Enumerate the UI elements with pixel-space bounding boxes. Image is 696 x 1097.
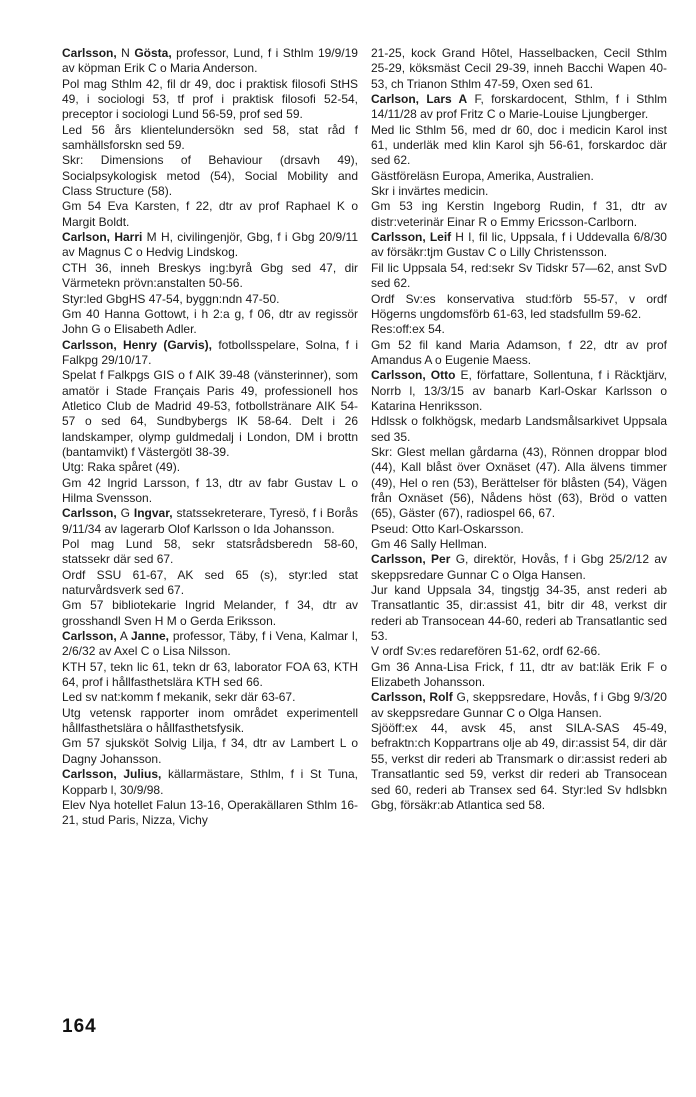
entry-text: Sjööff:ex 44, avsk 45, anst SILA-SAS 45-49, befraktn:ch Koppartrans olje ab 49, dir:assist 54, dir där 55, verkst dir rederi ab Transmark o dir:assist rederi ab Transatlantic sed 59, verkst dir rederi ab Transocean sed 60, rederi ab Transex sed 64. Styr:led Sv hdlsbkn Gbg, försäkr:ab Atlantica sed 58.: [371, 721, 667, 812]
entry-paragraph: [371, 583, 667, 644]
entry-first-line: [371, 46, 667, 92]
entry-text: Gm 52 fil kand Maria Adamson, f 22, dtr av prof Amandus A o Eugenie Maess.: [371, 337, 667, 367]
entry-text: fotbollsspelare, Solna, f i Falkpg 29/10/17.: [62, 337, 358, 367]
entry-text: Led 56 års klientelundersökn sed 58, stat råd f samhällsforskn sed 59.: [62, 122, 358, 153]
entry-first-line: [371, 552, 667, 583]
left-column: [62, 46, 358, 829]
entry-paragraph: [62, 261, 358, 292]
entry-called-name: Ingvar,: [133, 506, 173, 521]
entry-first-line: [62, 46, 358, 77]
entry-text: Gm 54 Eva Karsten, f 22, dtr av prof Raphael K o Margit Boldt.: [62, 199, 358, 229]
entry-text: Pol mag Lund 58, sekr statsrådsberedn 58-60, statssekr där sed 67.: [62, 537, 358, 567]
entry-paragraph: [62, 77, 358, 123]
entry-text: statssekreterare, Tyresö, f i Borås 9/11/34 av lagerarb Olof Karlsson o Ida Johansson.: [62, 506, 358, 536]
entry-surname: Carlsson,: [62, 767, 117, 782]
entry-text: Res:off:ex 54.: [371, 322, 445, 337]
entry-paragraph: [62, 568, 358, 599]
entry-first-line: [62, 767, 358, 798]
entry-initials: A: [119, 629, 128, 644]
entry-text: G, direktör, Hovås, f i Gbg 25/2/12 av skeppsredare Gunnar C o Olga Hansen.: [371, 552, 668, 582]
entry-surname: Carlsson,: [371, 368, 426, 383]
entry-first-line: [371, 230, 667, 261]
entry-text: Gm 57 bibliotekarie Ingrid Melander, f 34, dtr av grosshandl Sven H M o Gerda Eriksson.: [62, 598, 358, 628]
bio-entry: [371, 690, 667, 813]
bio-entry: [62, 46, 358, 230]
entry-text: Skr: Glest mellan gårdarna (43), Rönnen droppar blod (44), Kall blåst över Oxnäset (47). Alla älvens timmer (49), Hel o ren (53), Berättelser för blåsten (54), Vägen från Oxnäset (56), Nådens höst (63), Bröd o vatten (65), Gäster (67), radiospel 66, 67.: [371, 444, 667, 521]
entry-initials: G: [120, 506, 130, 521]
entry-first-line: [371, 92, 667, 123]
entry-text: G, skeppsredare, Hovås, f i Gbg 9/3/20 av skeppsredare Gunnar C o Olga Hansen.: [371, 690, 667, 720]
entry-text: CTH 36, inneh Breskys ing:byrå Gbg sed 47, dir Värmetekn prövn:anstalten 50-56.: [62, 260, 358, 291]
entry-called-name: Leif: [429, 230, 452, 245]
entry-text: 21-25, kock Grand Hôtel, Hasselbacken, Cecil Sthlm 25-29, köksmäst Cecil 29-39, inneh Bacchi Wapen 40-53, ch Trianon Sthlm 47-59, Oxen sed 61.: [371, 46, 667, 91]
entry-text: Utg vetensk rapporter inom området experimentell hållfasthetslära o hållfasthetsfysik.: [62, 705, 358, 736]
bio-entry: [371, 368, 667, 552]
entry-text: M H, civilingenjör, Gbg, f i Gbg 20/9/11 av Magnus C o Hedvig Lindskog.: [62, 230, 358, 260]
entry-paragraph: [371, 522, 667, 537]
entry-surname: Carlsson,: [62, 629, 117, 644]
bio-entry: [62, 629, 358, 767]
entry-text: Gm 42 Ingrid Larsson, f 13, dtr av fabr Gustav L o Hilma Svensson.: [62, 475, 358, 505]
entry-text: Pol mag Sthlm 42, fil dr 49, doc i praktisk filosofi StHS 49, i sociologi 53, tf prof i praktisk filosofi 52-54, preceptor i sociologi Lund 56-59, prof sed 59.: [62, 76, 358, 122]
entry-paragraph: [371, 338, 667, 369]
entry-paragraph: [371, 537, 667, 552]
bio-entry: [62, 230, 358, 337]
entry-first-line: [371, 368, 667, 414]
entry-text: Ordf Sv:es konservativa stud:förb 55-57, v ordf Högerns ungdomsförb 61-63, led stadsfullm 59-62.: [371, 291, 667, 321]
entry-called-name: Otto: [430, 368, 456, 383]
entry-paragraph: [371, 322, 667, 337]
entry-text: Hdlssk o folkhögsk, medarb Landsmålsarkivet Uppsala sed 35.: [371, 414, 667, 444]
entry-paragraph: [62, 690, 358, 705]
entry-first-line: [62, 230, 358, 261]
entry-initials: N: [121, 46, 130, 60]
entry-called-name: Rolf: [429, 690, 453, 705]
entry-surname: Carlsson,: [371, 690, 426, 705]
entry-text: KTH 57, tekn lic 61, tekn dr 63, laborator FOA 63, KTH 64, prof i hållfasthetslära KTH sed 66.: [62, 659, 358, 690]
entry-paragraph: [62, 307, 358, 338]
entry-text: Gm 36 Anna-Lisa Frick, f 11, dtr av bat:läk Erik F o Elizabeth Johansson.: [371, 659, 667, 690]
entry-text: Gm 57 sjuksköt Solvig Lilja, f 34, dtr av Lambert L o Dagny Johansson.: [62, 736, 358, 766]
entry-surname: Carlsson,: [371, 230, 426, 245]
entry-text: Pseud: Otto Karl-Oskarsson.: [371, 521, 524, 536]
entry-text: Ordf SSU 61-67, AK sed 65 (s), styr:led stat naturvårdsverk sed 67.: [62, 567, 358, 598]
entry-called-name: Henry (Garvis),: [123, 337, 213, 352]
entry-text: H I, fil lic, Uppsala, f i Uddevalla 6/8/30 av försäkr:tjm Gustav C o Lilly Christensson.: [371, 230, 667, 260]
entry-first-line: [62, 629, 358, 660]
entry-paragraph: [62, 537, 358, 568]
entry-text: professor, Täby, f i Vena, Kalmar l, 2/6/32 av Axel C o Lisa Nilsson.: [62, 629, 358, 659]
entry-paragraph: [371, 721, 667, 813]
entry-text: E, författare, Sollentuna, f i Räcktjärv, Norrb l, 13/3/15 av banarb Karl-Oskar Karlsson o Katarina Henriksson.: [371, 368, 667, 413]
entry-paragraph: [371, 414, 667, 445]
entry-surname: Carlsson,: [371, 552, 426, 567]
entry-text: Jur kand Uppsala 34, tingstjg 34-35, anst rederi ab Transatlantic 35, dir:assist 41, bitr dir 48, verkst dir rederi ab Transocean 44-60, rederi ab Transatlantic sed 53.: [371, 583, 667, 644]
entry-paragraph: [371, 169, 667, 184]
entry-paragraph: [62, 706, 358, 737]
entry-called-name: Harri: [114, 230, 143, 245]
entry-surname: Carlsson,: [62, 337, 117, 352]
entry-surname: Carlson,: [371, 92, 420, 107]
entry-surname: Carlson,: [62, 230, 111, 245]
entry-text: Led sv nat:komm f mekanik, sekr där 63-67.: [62, 690, 296, 705]
entry-text: F, forskardocent, Sthlm, f i Sthlm 14/11/28 av prof Fritz C o Marie-Louise Ljungberger.: [371, 92, 667, 122]
bio-entry: [62, 338, 358, 507]
entry-text: Skr i invärtes medicin.: [371, 184, 489, 199]
bio-entry: [371, 46, 667, 92]
entry-paragraph: [62, 736, 358, 767]
entry-called-name: Julius,: [123, 767, 162, 782]
entry-paragraph: [62, 660, 358, 691]
entry-paragraph: [371, 199, 667, 230]
entry-paragraph: [62, 368, 358, 460]
entry-text: Fil lic Uppsala 54, red:sekr Sv Tidskr 57—62, anst SvD sed 62.: [371, 260, 667, 291]
entry-surname: Carlsson,: [62, 506, 117, 521]
entry-paragraph: [62, 460, 358, 475]
entry-text: Styr:led GbgHS 47-54, byggn:ndn 47-50.: [62, 291, 280, 306]
entry-paragraph: [62, 598, 358, 629]
entry-called-name: Lars A: [426, 92, 468, 107]
entry-text: Gm 53 ing Kerstin Ingeborg Rudin, f 31, dtr av distr:veterinär Einar R o Emmy Ericsson-Carlborn.: [371, 199, 667, 229]
entry-paragraph: [62, 123, 358, 154]
bio-entry: [371, 92, 667, 230]
bio-entry: [62, 506, 358, 629]
entry-text: Elev Nya hotellet Falun 13-16, Operakällaren Sthlm 16-21, stud Paris, Nizza, Vichy: [62, 797, 358, 828]
entry-text: Gm 46 Sally Hellman.: [371, 537, 488, 551]
entry-text: Utg: Raka spåret (49).: [62, 460, 181, 475]
entry-paragraph: [371, 261, 667, 292]
entry-text: Gästföreläsn Europa, Amerika, Australien.: [371, 168, 594, 183]
entry-first-line: [62, 338, 358, 369]
bio-entry: [371, 552, 667, 690]
entry-paragraph: [371, 123, 667, 169]
entry-text: Skr: Dimensions of Behaviour (drsavh 49), Socialpsykologisk metod (54), Social Mobility and Class Structure (58).: [62, 153, 358, 199]
entry-text: källarmästare, Sthlm, f i St Tuna, Kopparb l, 30/9/98.: [62, 767, 358, 797]
entry-paragraph: [371, 184, 667, 199]
entry-paragraph: [62, 153, 358, 199]
bio-entry: [371, 230, 667, 368]
entry-text: Med lic Sthlm 56, med dr 60, doc i medicin Karol inst 61, underläk med klin Karol sjh 56-61, forskardoc där sed 62.: [371, 122, 667, 168]
entry-text: professor, Lund, f i Sthlm 19/9/19 av köpman Erik C o Maria Anderson.: [62, 46, 358, 76]
entry-called-name: Janne,: [131, 629, 170, 644]
entry-paragraph: [371, 292, 667, 323]
entry-paragraph: [371, 660, 667, 691]
entry-paragraph: [62, 476, 358, 507]
entry-surname: Carlsson,: [62, 46, 117, 60]
entry-called-name: Gösta,: [134, 46, 172, 60]
bio-entry: [62, 767, 358, 828]
entry-text: Spelat f Falkpgs GIS o f AIK 39-48 (vänsterinner), som amatör i Stade Français Paris 49, professionell hos Atletico Club de Madrid 49-53, fotbollstränare AIK 54-57 o sed 64, Sundbybergs IK 58-64. Delt i 26 landskamper, olymp guldmedalj i London, DM i brottn (bantamvikt) f Västergötl 38-39.: [62, 368, 358, 459]
entry-text: Gm 40 Hanna Gottowt, i h 2:a g, f 06, dtr av regissör John G o Elisabeth Adler.: [62, 306, 358, 337]
entry-paragraph: [371, 445, 667, 522]
entry-paragraph: [371, 644, 667, 659]
entry-paragraph: [62, 292, 358, 307]
entry-paragraph: [62, 199, 358, 230]
entry-called-name: Per: [431, 552, 451, 567]
right-column: [371, 46, 667, 813]
page-number: 164: [62, 1016, 97, 1037]
entry-first-line: [62, 506, 358, 537]
entry-paragraph: [62, 798, 358, 829]
entry-text: V ordf Sv:es redarefören 51-62, ordf 62-66.: [371, 644, 601, 659]
entry-first-line: [371, 690, 667, 721]
